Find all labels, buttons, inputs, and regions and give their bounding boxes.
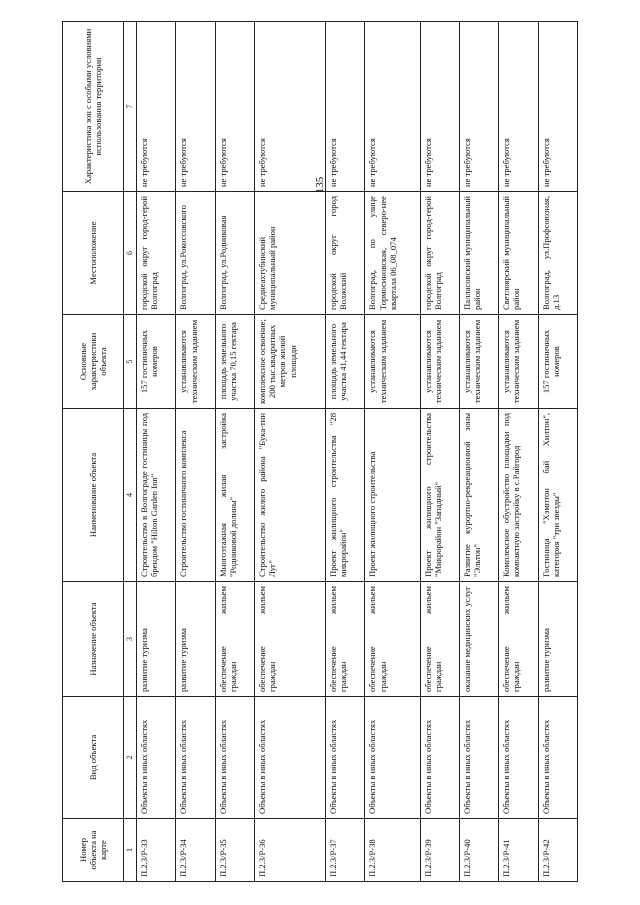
cell-kind: Объекты в иных областях [137,697,176,819]
header-purpose: Назначение объекта [63,582,124,697]
cell-characteristics: 157 гостиничных номеров [137,315,176,409]
table-row [499,22,538,882]
cell-purpose: обеспечение жильем граждан [215,582,254,697]
cell-name: Комплексное обустройство площадки под компактную застройку в с.Райгород [499,409,538,582]
objects-table [62,21,578,882]
cell-zones: не требуются [365,22,420,192]
cell-number: П.2.3/Р-39 [420,819,459,882]
cell-zones: не требуются [176,22,215,192]
rotated-page [62,22,578,882]
table-row [420,22,459,882]
column-number-row [124,22,137,882]
cell-location: городской округ город-герой Волгоград [137,192,176,315]
cell-zones: не требуются [326,22,365,192]
cell-purpose: обеспечение жильем граждан [326,582,365,697]
cell-number: П.2.3/Р-38 [365,819,420,882]
cell-purpose: развитие туризма [137,582,176,697]
header-kind: Вид объекта [63,697,124,819]
cell-purpose: обеспечение жильем граждан [365,582,420,697]
header-characteristics: Основные характеристики объекта [63,315,124,409]
header-location: Местоположение [63,192,124,315]
cell-zones: не требуются [459,22,498,192]
cell-location: Светлоярский муниципальный район [499,192,538,315]
cell-zones: не требуются [420,22,459,192]
col-number: 4 [124,409,137,582]
cell-location: Среднеахтубинский муниципальный район [255,192,326,315]
cell-zones: не требуются [255,22,326,192]
table-row [255,22,326,882]
cell-kind: Объекты в иных областях [420,697,459,819]
cell-kind: Объекты в иных областях [499,697,538,819]
col-number: 2 [124,697,137,819]
cell-location: Палласовский муниципальный район [459,192,498,315]
cell-number: П.2.3/Р-42 [538,819,577,882]
cell-number: П.2.3/Р-37 [326,819,365,882]
cell-purpose: развитие туризма [176,582,215,697]
cell-name: Строительство в Волгограде гостиницы под брендом "Hilton Garden Inn" [137,409,176,582]
cell-zones: не требуются [137,22,176,192]
table-row [459,22,498,882]
cell-purpose: обеспечение жильем граждан [255,582,326,697]
cell-kind: Объекты в иных областях [538,697,577,819]
table-row [538,22,577,882]
cell-location: городской округ город-герой Волгоград [420,192,459,315]
cell-characteristics: площадь земельного участка 41,44 гектара [326,315,365,409]
header-zones: Характеристика зон с особыми условиями использования территории [63,22,124,192]
cell-characteristics: площадь земельного участка 70,15 гектара [215,315,254,409]
cell-number: П.2.3/Р-41 [499,819,538,882]
page-number: 135 [314,176,326,194]
cell-kind: Объекты в иных областях [326,697,365,819]
cell-location: Волгоград, ул.Рокоссовского [176,192,215,315]
col-number: 6 [124,192,137,315]
cell-characteristics: устанавливаются техническим заданием [499,315,538,409]
cell-characteristics: устанавливаются техническим заданием [420,315,459,409]
cell-kind: Объекты в иных областях [176,697,215,819]
cell-kind: Объекты в иных областях [365,697,420,819]
cell-purpose: обеспечение жильем граждан [499,582,538,697]
cell-name: Строительство гостиничного комплекса [176,409,215,582]
cell-location: Волгоград, ул.Родниковая [215,192,254,315]
cell-name: Проект жилищного строительства "28 микрорайон" [326,409,365,582]
header-number: Номер объекта на карте [63,819,124,882]
cell-characteristics: устанавливаются техническим заданием [365,315,420,409]
cell-location: Волгоград, по улице Тормосиновская, северо-нее квартала 06_08_074 [365,192,420,315]
col-number: 5 [124,315,137,409]
col-number: 3 [124,582,137,697]
cell-purpose: оказание медицинских услуг [459,582,498,697]
cell-characteristics: устанавливаются техническим заданием [459,315,498,409]
cell-name: Многоэтажная жилая застройка "Родниковой долины" [215,409,254,582]
cell-number: П.2.3/Р-40 [459,819,498,882]
cell-location: Волгоград, ул.Профсоюзная, д.13 [538,192,577,315]
cell-name: Проект жилищного строительства "Микрорайон "Западный" [420,409,459,582]
cell-characteristics: устанавливаются техническим заданием [176,315,215,409]
cell-zones: не требуются [538,22,577,192]
table-row [365,22,420,882]
cell-kind: Объекты в иных областях [459,697,498,819]
cell-name: Развитие курортно-рекреационной зоны "Эльтон" [459,409,498,582]
table-row [215,22,254,882]
cell-name: Гостиница "Хэмптон бай Хилтон", категория "три звезды" [538,409,577,582]
cell-name: Проект жилищного строительства [365,409,420,582]
cell-number: П.2.3/Р-34 [176,819,215,882]
cell-number: П.2.3/Р-33 [137,819,176,882]
table-row [137,22,176,882]
cell-number: П.2.3/Р-36 [255,819,326,882]
col-number: 1 [124,819,137,882]
cell-zones: не требуются [215,22,254,192]
header-name: Наименование объекта [63,409,124,582]
table-row [326,22,365,882]
cell-zones: не требуются [499,22,538,192]
cell-purpose: обеспечение жильем граждан [420,582,459,697]
cell-kind: Объекты в иных областях [255,697,326,819]
cell-kind: Объекты в иных областях [215,697,254,819]
cell-location: городской округ город Волжский [326,192,365,315]
col-number: 7 [124,22,137,192]
table-header-row [63,22,124,882]
cell-purpose: развитие туризма [538,582,577,697]
cell-name: Строительство жилого района "Бука-тин Луг" [255,409,326,582]
cell-characteristics: комплексное освоение; 200 тыс.квадратных метров жилой площади [255,315,326,409]
table-row [176,22,215,882]
cell-number: П.2.3/Р-35 [215,819,254,882]
cell-characteristics: 157 гостиничных номеров [538,315,577,409]
